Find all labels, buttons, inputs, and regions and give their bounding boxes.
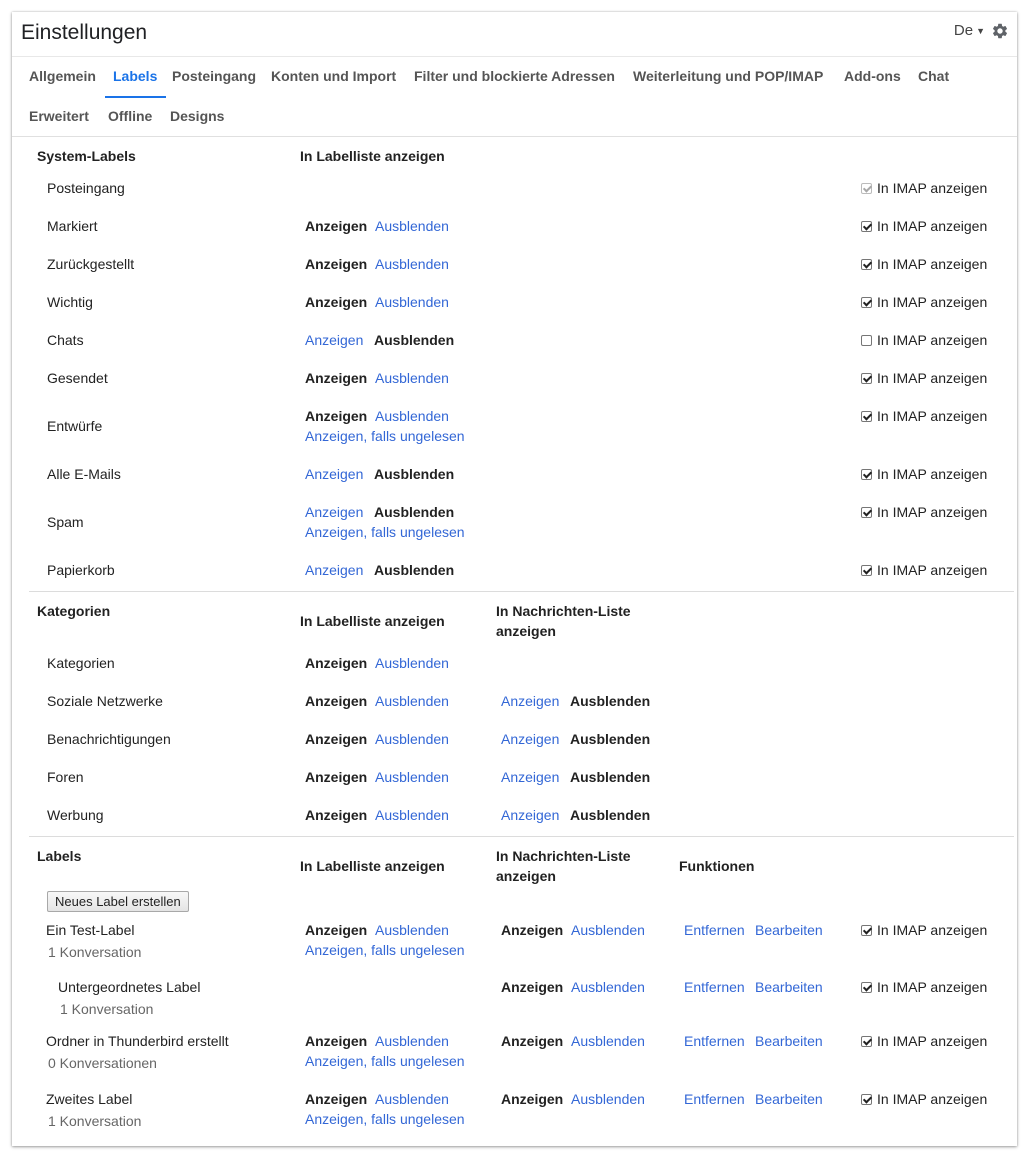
show-if-unread-link[interactable]: Anzeigen, falls ungelesen bbox=[305, 942, 465, 958]
language-label: De bbox=[953, 22, 974, 39]
tab-posteingang[interactable]: Posteingang bbox=[172, 68, 257, 84]
category-labellist-hide-link[interactable]: Ausblenden bbox=[375, 655, 449, 671]
imap-checkbox[interactable] bbox=[861, 925, 872, 936]
tab-erweitert[interactable]: Erweitert bbox=[29, 108, 89, 124]
imap-label: In IMAP anzeigen bbox=[877, 218, 988, 234]
imap-toggle[interactable] bbox=[861, 256, 987, 272]
create-new-label-button[interactable]: Neues Label erstellen bbox=[47, 891, 189, 912]
labels-labellist-column-header: In Labelliste anzeigen bbox=[300, 858, 445, 874]
user-label-labellist-hide-link[interactable]: Ausblenden bbox=[375, 1033, 449, 1049]
user-label-msglist-show-selected: Anzeigen bbox=[501, 1091, 564, 1107]
category-name: Kategorien bbox=[47, 655, 115, 671]
category-msglist-hide-selected: Ausblenden bbox=[570, 807, 651, 823]
tab-chat[interactable]: Chat bbox=[918, 68, 950, 84]
tab-labels[interactable]: Labels bbox=[113, 68, 158, 84]
categories-msglist-column-header-line1: In Nachrichten-Liste bbox=[496, 603, 631, 619]
imap-toggle[interactable] bbox=[861, 370, 987, 386]
system-label-name: Zurückgestellt bbox=[47, 256, 135, 272]
imap-label: In IMAP anzeigen bbox=[877, 922, 988, 938]
system-label-show-link[interactable]: Anzeigen bbox=[305, 332, 364, 348]
imap-checkbox[interactable] bbox=[861, 1094, 872, 1105]
user-label-msglist-hide-link[interactable]: Ausblenden bbox=[571, 979, 645, 995]
category-labellist-show-selected: Anzeigen bbox=[305, 769, 368, 785]
category-name: Soziale Netzwerke bbox=[47, 693, 163, 709]
edit-label-link[interactable]: Bearbeiten bbox=[755, 979, 823, 995]
imap-toggle[interactable] bbox=[861, 180, 987, 196]
remove-label-link[interactable]: Entfernen bbox=[684, 1033, 745, 1049]
imap-checkbox[interactable] bbox=[861, 335, 872, 346]
tab-designs[interactable]: Designs bbox=[170, 108, 225, 124]
imap-toggle[interactable] bbox=[861, 1091, 987, 1107]
imap-checkbox[interactable] bbox=[861, 507, 872, 518]
category-labellist-show-selected: Anzeigen bbox=[305, 731, 368, 747]
categories-heading: Kategorien bbox=[37, 603, 111, 619]
tab-konten-und-import[interactable]: Konten und Import bbox=[271, 68, 397, 84]
user-label-name: Zweites Label bbox=[46, 1091, 133, 1107]
user-label-labellist-show-selected: Anzeigen bbox=[305, 1091, 368, 1107]
imap-checkbox[interactable] bbox=[861, 469, 872, 480]
imap-checkbox[interactable] bbox=[861, 297, 872, 308]
conversation-count: 1 Konversation bbox=[48, 944, 142, 960]
conversation-count: 1 Konversation bbox=[60, 1001, 154, 1017]
tab-offline[interactable]: Offline bbox=[108, 108, 153, 124]
imap-label: In IMAP anzeigen bbox=[877, 256, 988, 272]
edit-label-link[interactable]: Bearbeiten bbox=[755, 1033, 823, 1049]
system-labellist-column-header: In Labelliste anzeigen bbox=[300, 148, 445, 164]
system-label-name: Alle E-Mails bbox=[47, 466, 121, 482]
category-msglist-hide-selected: Ausblenden bbox=[570, 693, 651, 709]
categories-msglist-column-header-line2: anzeigen bbox=[496, 623, 556, 639]
show-if-unread-link[interactable]: Anzeigen, falls ungelesen bbox=[305, 524, 465, 540]
imap-label: In IMAP anzeigen bbox=[877, 466, 988, 482]
settings-panel bbox=[12, 12, 1017, 1146]
show-if-unread-link[interactable]: Anzeigen, falls ungelesen bbox=[305, 428, 465, 444]
user-label-labellist-hide-link[interactable]: Ausblenden bbox=[375, 1091, 449, 1107]
imap-checkbox[interactable] bbox=[861, 183, 872, 194]
imap-toggle[interactable] bbox=[861, 466, 987, 482]
category-msglist-show-link[interactable]: Anzeigen bbox=[501, 769, 560, 785]
section-divider bbox=[29, 591, 1014, 592]
imap-toggle[interactable] bbox=[861, 1033, 987, 1049]
category-labellist-hide-link[interactable]: Ausblenden bbox=[375, 693, 449, 709]
user-label-msglist-show-selected: Anzeigen bbox=[501, 979, 564, 995]
imap-toggle[interactable] bbox=[861, 294, 987, 310]
imap-checkbox[interactable] bbox=[861, 411, 872, 422]
system-label-name: Gesendet bbox=[47, 370, 108, 386]
tab-filter-und-blockierte-adressen[interactable]: Filter und blockierte Adressen bbox=[414, 68, 615, 84]
user-label-msglist-hide-link[interactable]: Ausblenden bbox=[571, 922, 645, 938]
edit-label-link[interactable]: Bearbeiten bbox=[755, 922, 823, 938]
imap-toggle[interactable] bbox=[861, 332, 987, 348]
category-msglist-show-link[interactable]: Anzeigen bbox=[501, 807, 560, 823]
conversation-count: 1 Konversation bbox=[48, 1113, 142, 1129]
user-label-name: Ein Test-Label bbox=[46, 922, 135, 938]
system-label-name: Chats bbox=[47, 332, 84, 348]
imap-label: In IMAP anzeigen bbox=[877, 504, 988, 520]
title-divider bbox=[12, 56, 1017, 57]
imap-label: In IMAP anzeigen bbox=[877, 408, 988, 424]
labels-heading: Labels bbox=[37, 848, 82, 864]
system-label-name: Spam bbox=[47, 514, 84, 530]
system-label-show-selected: Anzeigen bbox=[305, 408, 368, 424]
system-label-show-link[interactable]: Anzeigen bbox=[305, 466, 364, 482]
system-label-name: Markiert bbox=[47, 218, 98, 234]
active-tab-indicator bbox=[105, 96, 166, 98]
imap-label: In IMAP anzeigen bbox=[877, 979, 988, 995]
system-label-show-selected: Anzeigen bbox=[305, 256, 368, 272]
system-label-name: Entwürfe bbox=[47, 418, 103, 434]
remove-label-link[interactable]: Entfernen bbox=[684, 1091, 745, 1107]
remove-label-link[interactable]: Entfernen bbox=[684, 922, 745, 938]
imap-toggle[interactable] bbox=[861, 218, 987, 234]
system-label-show-link[interactable]: Anzeigen bbox=[305, 562, 364, 578]
tab-add-ons[interactable]: Add-ons bbox=[844, 68, 901, 84]
imap-toggle[interactable] bbox=[861, 408, 987, 424]
imap-checkbox[interactable] bbox=[861, 221, 872, 232]
system-label-name: Posteingang bbox=[47, 180, 125, 196]
category-labellist-show-selected: Anzeigen bbox=[305, 693, 368, 709]
system-label-hide-selected: Ausblenden bbox=[374, 332, 455, 348]
gear-icon[interactable] bbox=[991, 22, 1009, 40]
imap-checkbox[interactable] bbox=[861, 982, 872, 993]
system-label-show-selected: Anzeigen bbox=[305, 218, 368, 234]
imap-label: In IMAP anzeigen bbox=[877, 180, 988, 196]
category-labellist-show-selected: Anzeigen bbox=[305, 807, 368, 823]
imap-checkbox[interactable] bbox=[861, 1036, 872, 1047]
tab-allgemein[interactable]: Allgemein bbox=[29, 68, 96, 84]
user-label-labellist-show-selected: Anzeigen bbox=[305, 922, 368, 938]
category-name: Benachrichtigungen bbox=[47, 731, 171, 747]
caret-down-icon: ▼ bbox=[976, 26, 985, 37]
system-label-hide-selected: Ausblenden bbox=[374, 562, 455, 578]
imap-label: In IMAP anzeigen bbox=[877, 562, 988, 578]
tabs-divider bbox=[12, 136, 1017, 137]
system-labels-heading: System-Labels bbox=[37, 148, 136, 164]
user-label-msglist-hide-link[interactable]: Ausblenden bbox=[571, 1091, 645, 1107]
system-label-hide-link[interactable]: Ausblenden bbox=[375, 218, 449, 234]
category-labellist-hide-link[interactable]: Ausblenden bbox=[375, 769, 449, 785]
user-label-labellist-hide-link[interactable]: Ausblenden bbox=[375, 922, 449, 938]
language-selector[interactable] bbox=[954, 22, 985, 39]
system-label-name: Papierkorb bbox=[47, 562, 115, 578]
show-if-unread-link[interactable]: Anzeigen, falls ungelesen bbox=[305, 1111, 465, 1127]
imap-label: In IMAP anzeigen bbox=[877, 332, 988, 348]
system-label-hide-link[interactable]: Ausblenden bbox=[375, 370, 449, 386]
category-name: Foren bbox=[47, 769, 84, 785]
conversation-count: 0 Konversationen bbox=[48, 1055, 157, 1071]
imap-label: In IMAP anzeigen bbox=[877, 370, 988, 386]
category-msglist-show-link[interactable]: Anzeigen bbox=[501, 731, 560, 747]
category-labellist-hide-link[interactable]: Ausblenden bbox=[375, 731, 449, 747]
imap-label: In IMAP anzeigen bbox=[877, 1091, 988, 1107]
imap-toggle[interactable] bbox=[861, 979, 987, 995]
system-label-hide-link[interactable]: Ausblenden bbox=[375, 256, 449, 272]
imap-toggle[interactable] bbox=[861, 504, 987, 520]
system-label-show-selected: Anzeigen bbox=[305, 370, 368, 386]
system-label-hide-link[interactable]: Ausblenden bbox=[375, 294, 449, 310]
category-labellist-hide-link[interactable]: Ausblenden bbox=[375, 807, 449, 823]
imap-checkbox[interactable] bbox=[861, 259, 872, 270]
page-title: Einstellungen bbox=[21, 21, 148, 44]
tab-weiterleitung-und-pop-imap[interactable]: Weiterleitung und POP/IMAP bbox=[633, 68, 824, 84]
imap-toggle[interactable] bbox=[861, 562, 987, 578]
category-msglist-show-link[interactable]: Anzeigen bbox=[501, 693, 560, 709]
category-msglist-hide-selected: Ausblenden bbox=[570, 731, 651, 747]
user-label-name: Untergeordnetes Label bbox=[58, 979, 201, 995]
category-name: Werbung bbox=[47, 807, 104, 823]
imap-label: In IMAP anzeigen bbox=[877, 294, 988, 310]
imap-label: In IMAP anzeigen bbox=[877, 1033, 988, 1049]
labels-msglist-column-header-line1: In Nachrichten-Liste bbox=[496, 848, 631, 864]
user-label-msglist-hide-link[interactable]: Ausblenden bbox=[571, 1033, 645, 1049]
edit-label-link[interactable]: Bearbeiten bbox=[755, 1091, 823, 1107]
system-label-show-link[interactable]: Anzeigen bbox=[305, 504, 364, 520]
user-label-labellist-show-selected: Anzeigen bbox=[305, 1033, 368, 1049]
user-label-name: Ordner in Thunderbird erstellt bbox=[46, 1033, 229, 1049]
system-label-hide-link[interactable]: Ausblenden bbox=[375, 408, 449, 424]
system-label-show-selected: Anzeigen bbox=[305, 294, 368, 310]
category-msglist-hide-selected: Ausblenden bbox=[570, 769, 651, 785]
user-label-msglist-show-selected: Anzeigen bbox=[501, 1033, 564, 1049]
imap-checkbox[interactable] bbox=[861, 373, 872, 384]
system-label-name: Wichtig bbox=[47, 294, 93, 310]
imap-toggle[interactable] bbox=[861, 922, 987, 938]
section-divider bbox=[29, 836, 1014, 837]
remove-label-link[interactable]: Entfernen bbox=[684, 979, 745, 995]
show-if-unread-link[interactable]: Anzeigen, falls ungelesen bbox=[305, 1053, 465, 1069]
imap-checkbox[interactable] bbox=[861, 565, 872, 576]
categories-labellist-column-header: In Labelliste anzeigen bbox=[300, 613, 445, 629]
category-labellist-show-selected: Anzeigen bbox=[305, 655, 368, 671]
user-label-msglist-show-selected: Anzeigen bbox=[501, 922, 564, 938]
labels-functions-column-header: Funktionen bbox=[679, 858, 755, 874]
system-label-hide-selected: Ausblenden bbox=[374, 504, 455, 520]
labels-msglist-column-header-line2: anzeigen bbox=[496, 868, 556, 884]
system-label-hide-selected: Ausblenden bbox=[374, 466, 455, 482]
